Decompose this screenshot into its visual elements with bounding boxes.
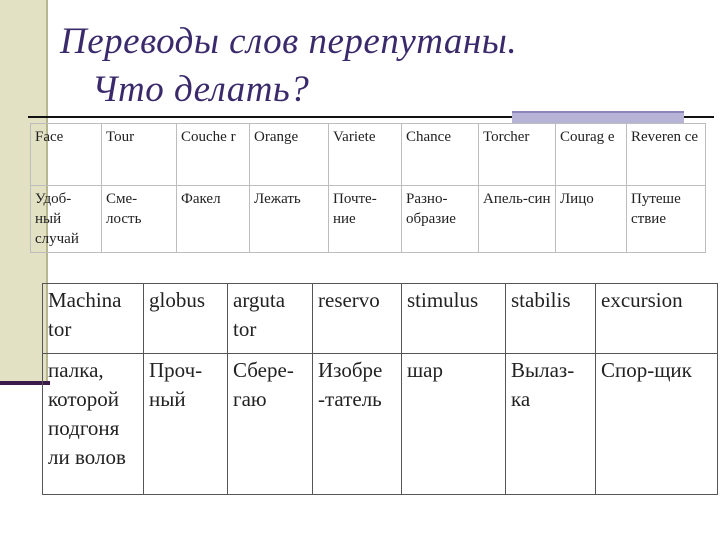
table-cell: Изобре -татель — [313, 354, 402, 495]
table-row — [43, 284, 718, 354]
table-row — [31, 124, 706, 186]
table-cell: Проч-ный — [144, 354, 228, 495]
table-cell: Сбере-гаю — [228, 354, 313, 495]
title-line-2: Что делать? — [92, 69, 310, 110]
table-cell: Спор-щик — [596, 354, 718, 495]
table-cell: Лежать — [250, 186, 329, 253]
table-cell: Апель-син — [479, 186, 556, 253]
table-cell: Chance — [402, 124, 479, 186]
table-cell: Факел — [177, 186, 250, 253]
table-cell: Почте-ние — [329, 186, 402, 253]
table-cell: палка, которой подгоня ли волов — [43, 354, 144, 495]
table-cell: Courag e — [556, 124, 627, 186]
title-line-1: Переводы слов перепутаны. — [60, 21, 518, 62]
slide-title — [60, 18, 517, 114]
table-cell: Couche r — [177, 124, 250, 186]
table-cell: Путеше ствие — [627, 186, 706, 253]
table-cell: Machina tor — [43, 284, 144, 354]
table-cell: arguta tor — [228, 284, 313, 354]
words-table-2 — [42, 283, 718, 495]
table-cell: Сме-лость — [102, 186, 177, 253]
table-cell: Tour — [102, 124, 177, 186]
table-cell: stimulus — [402, 284, 506, 354]
table-cell: Лицо — [556, 186, 627, 253]
table-cell: Reveren ce — [627, 124, 706, 186]
table-cell: globus — [144, 284, 228, 354]
table-cell: Variete — [329, 124, 402, 186]
table-cell: reservo — [313, 284, 402, 354]
words-table-1 — [30, 123, 706, 253]
table-row — [31, 186, 706, 253]
table-row — [43, 354, 718, 495]
table-cell: Разно-образие — [402, 186, 479, 253]
table-cell: Orange — [250, 124, 329, 186]
table-cell: stabilis — [506, 284, 596, 354]
table-cell: Torcher — [479, 124, 556, 186]
table-cell: excursion — [596, 284, 718, 354]
table-cell: шар — [402, 354, 506, 495]
table-cell: Удоб-ный случай — [31, 186, 102, 253]
table-cell: Вылаз-ка — [506, 354, 596, 495]
table-cell: Face — [31, 124, 102, 186]
